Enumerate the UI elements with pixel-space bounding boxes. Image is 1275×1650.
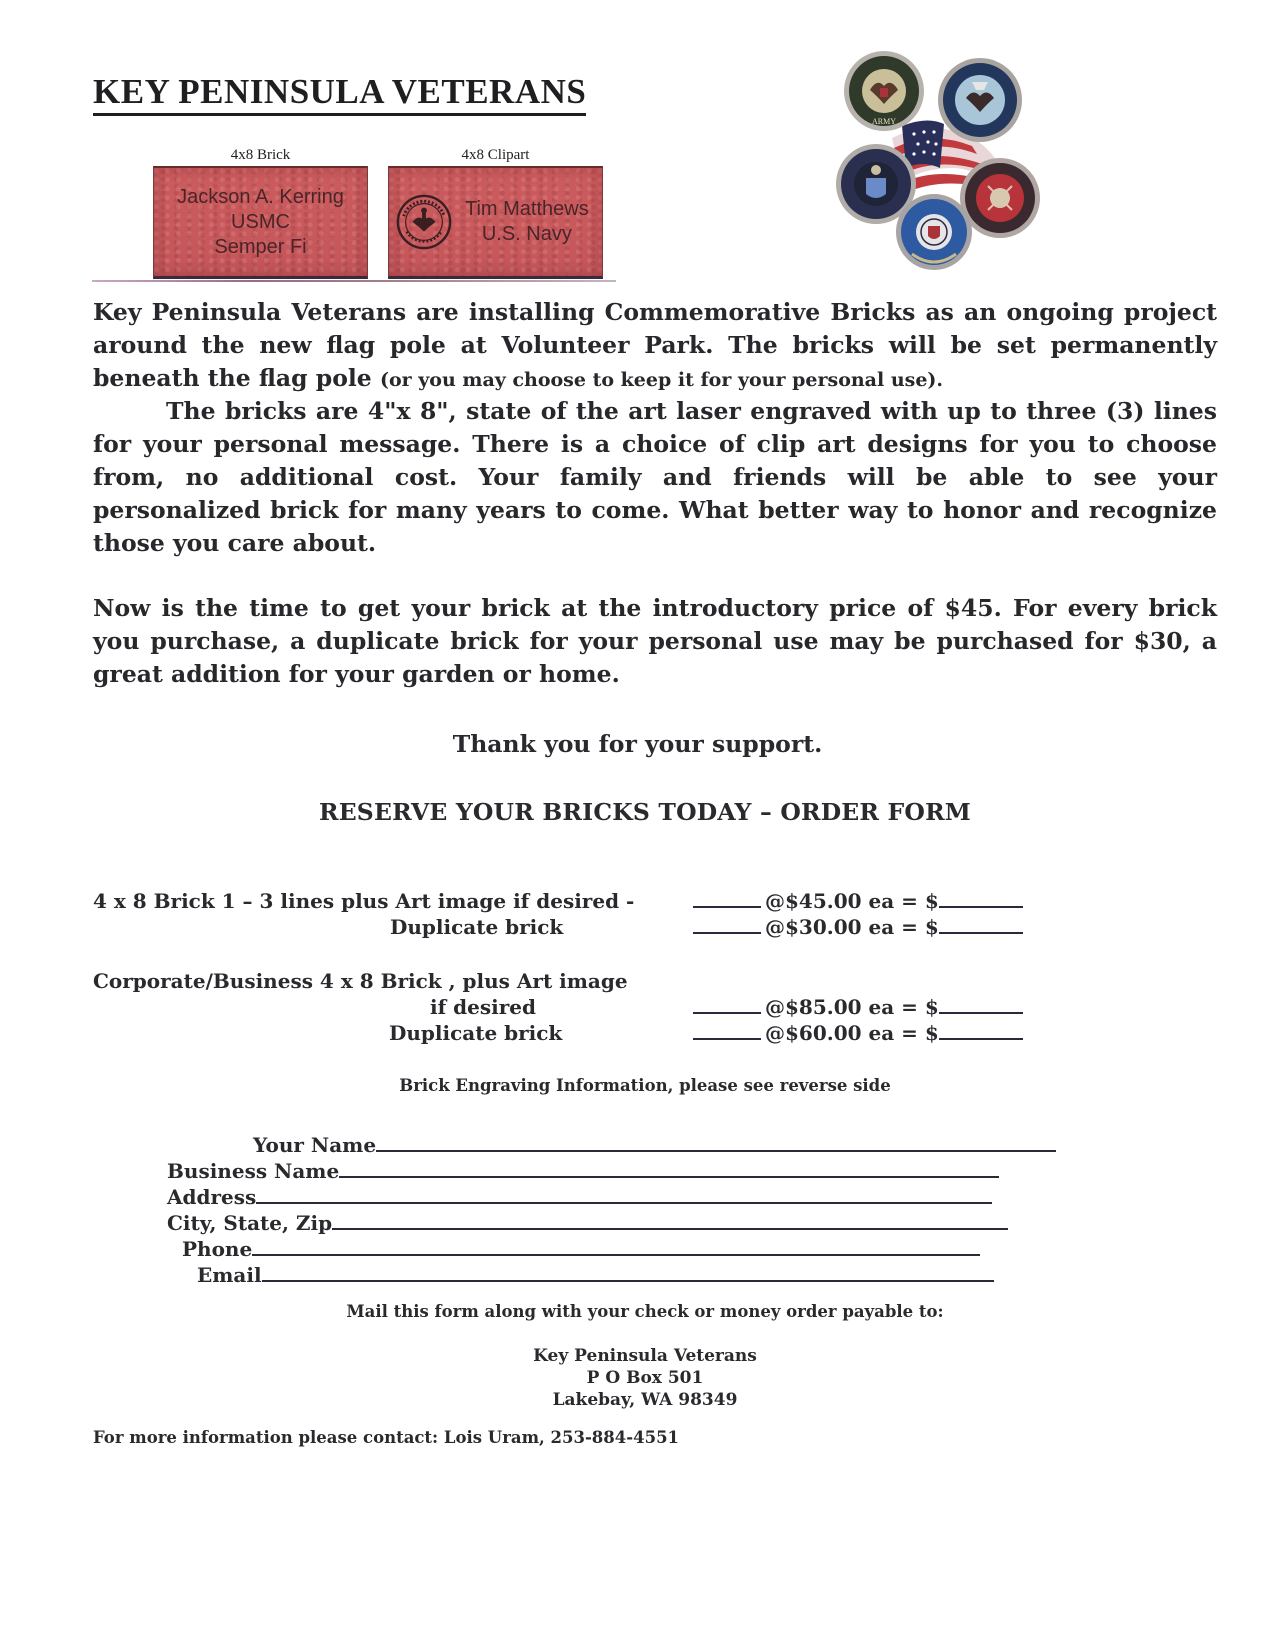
order-item-label: Duplicate brick [389,1021,563,1045]
intro-paragraph-2: The bricks are 4"x 8", state of the art laser engraved with up to three (3) lines for your personal message. There is a choice of clip art designs for you to choose from, no additional cost. Your family and friends will be able to see your personalized brick for many years to come. What better way to honor and recognize those you care about. [93,397,1217,557]
order-item-label: Duplicate brick [390,915,564,939]
quantity-field[interactable] [693,1022,761,1040]
brick-line: USMC [231,210,290,233]
field-address [167,1184,992,1210]
field-label: City, State, Zip [167,1211,333,1235]
sample-brick-label: 4x8 Brick [230,147,291,163]
order-form-title: RESERVE YOUR BRICKS TODAY – ORDER FORM [318,798,972,826]
intro-text: Key Peninsula Veterans are installing Commemorative Bricks as an ongoing project around the new flag pole at Volunteer Park. The bricks will be set permanently beneath the flag pole [93,298,1217,392]
field-your-name [253,1132,1056,1158]
quantity-field[interactable] [693,890,761,908]
total-field[interactable] [939,996,1023,1014]
address-city: Lakebay, WA 98349 [552,1390,738,1410]
army-text: ARMY [871,117,897,126]
city-state-zip-input[interactable] [332,1210,1008,1230]
contact-info: For more information please contact: Lois Uram, 253-884-4551 [93,1428,680,1447]
order-item-label: 4 x 8 Brick 1 – 3 lines plus Art image if desired - [93,889,635,913]
order-row-corporate-duplicate [693,1020,1023,1046]
brick-line: U.S. Navy [481,223,572,245]
order-row-corporate [693,994,1023,1020]
divider [92,280,616,282]
sample-clipart-label: 4x8 Clipart [461,147,530,163]
order-row-brick [693,888,1023,914]
intro-paragraph-3: Now is the time to get your brick at the introductory price of $45. For every brick you purchase, a duplicate brick for your personal use may be purchased for $30, a great addition for your garden or home. [93,594,1217,688]
address-street: P O Box 501 [586,1368,704,1388]
navy-seal-icon [395,193,453,251]
brick-line: Jackson A. Kerring [177,185,344,208]
field-business-name [167,1158,999,1184]
field-label: Your Name [253,1133,377,1157]
sample-brick-text-only [153,166,368,279]
order-item-label: Corporate/Business 4 x 8 Brick , plus Art image [93,969,628,993]
coast-guard-seal-icon [896,194,972,270]
brick-line: Semper Fi [214,235,307,258]
quantity-field[interactable] [693,916,761,934]
field-email [197,1262,994,1288]
field-label: Phone [182,1237,253,1261]
intro-paragraph-1 [93,296,1217,397]
sample-brick-clipart [388,166,603,279]
total-field[interactable] [939,1022,1023,1040]
field-label: Address [167,1185,257,1209]
unit-price: @$85.00 ea = $ [765,995,939,1019]
order-item-label-cont: if desired [430,995,536,1019]
military-emblems [832,48,1042,270]
mailing-address [0,1345,1275,1411]
page-title: KEY PENINSULA VETERANS [93,72,586,116]
navy-seal-icon [938,58,1022,142]
army-seal-icon [844,51,924,131]
brick-line: Tim Matthews [465,198,589,220]
unit-price: @$45.00 ea = $ [765,889,939,913]
address-input[interactable] [256,1184,992,1204]
your-name-input[interactable] [376,1132,1056,1152]
thank-you-text: Thank you for your support. [452,730,823,758]
total-field[interactable] [939,890,1023,908]
unit-price: @$60.00 ea = $ [765,1021,939,1045]
order-row-duplicate [693,914,1023,940]
field-label: Email [197,1263,262,1287]
quantity-field[interactable] [693,996,761,1014]
mailing-note: Mail this form along with your check or money order payable to: [346,1302,944,1321]
email-input[interactable] [262,1262,994,1282]
field-city-state-zip [167,1210,1008,1236]
engraving-note: Brick Engraving Information, please see reverse side [399,1076,891,1095]
field-phone [182,1236,980,1262]
total-field[interactable] [939,916,1023,934]
address-name: Key Peninsula Veterans [533,1346,757,1366]
business-name-input[interactable] [339,1158,999,1178]
marine-corps-seal-icon [960,158,1040,238]
phone-input[interactable] [252,1236,980,1256]
field-label: Business Name [167,1159,340,1183]
unit-price: @$30.00 ea = $ [765,915,939,939]
intro-aside: (or you may choose to keep it for your personal use). [379,369,944,391]
